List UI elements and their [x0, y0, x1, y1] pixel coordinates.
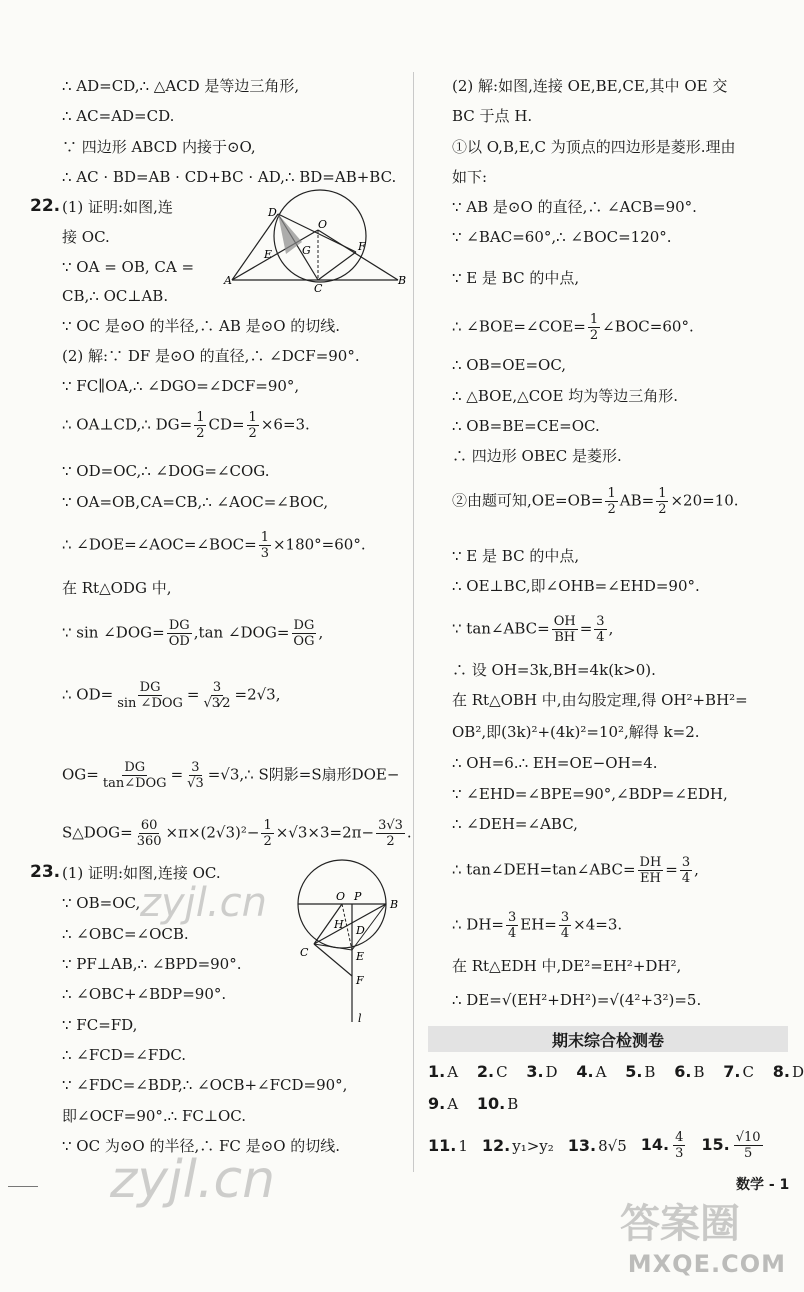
denominator: 4: [681, 871, 691, 886]
fraction: [638, 855, 664, 886]
denominator: 4: [508, 926, 517, 941]
answer-value: D: [791, 1063, 804, 1081]
fraction: [376, 818, 405, 849]
eq-text: ∴ OA⊥CD,∴ DG=: [62, 415, 193, 434]
figure-23-label-c: C: [300, 946, 309, 959]
text-line: ∴ ∠OBC=∠OCB.: [62, 925, 189, 943]
figure-22-line-ad: [232, 214, 278, 280]
eq-text: AB=: [619, 491, 655, 510]
answer-item: [576, 1063, 606, 1081]
numerator: 1: [260, 530, 269, 545]
watermark-zyjl: zyjl.cn: [140, 880, 267, 926]
denominator: 4: [560, 926, 570, 941]
text-line: ∴ ∠FCD=∠FDC.: [62, 1046, 187, 1064]
text-line: (2) 解:∵ DF 是⊙O 的直径,∴ ∠DCF=90°.: [62, 347, 360, 365]
equation-oe: [452, 486, 739, 517]
equation-og: [62, 760, 399, 791]
denominator: 2: [263, 834, 272, 849]
answer-number: 1.: [428, 1062, 446, 1081]
text-line: OB²,即(3k)²+(4k)²=10²,解得 k=2.: [452, 723, 700, 741]
denominator: 2: [589, 328, 599, 343]
text-line: ∵ OD=OC,∴ ∠DOG=∠COG.: [62, 462, 270, 480]
numerator: 3: [681, 855, 691, 870]
eq-text: S△DOG=: [62, 823, 133, 842]
answer-number: 15.: [701, 1134, 730, 1154]
fraction: [115, 680, 185, 711]
eq-text: =√3,∴ S阴影=S扇形DOE−: [207, 765, 400, 784]
eq-text: =: [579, 619, 593, 638]
equation-dg: [62, 410, 310, 441]
text-line: ∴ 设 OH=3k,BH=4k(k>0).: [452, 661, 656, 679]
numerator: DH: [639, 855, 662, 870]
figure-22-label-b: B: [398, 274, 407, 287]
answer-item: [428, 1136, 468, 1155]
answer-number: 7.: [723, 1062, 741, 1081]
fraction: [247, 410, 259, 441]
section-title-bar: [428, 1026, 788, 1052]
fraction: [291, 618, 316, 649]
figure-23-label-f: F: [356, 974, 364, 987]
eq-text: =: [170, 765, 184, 784]
eq-text: =2√3,: [234, 685, 281, 704]
numerator: DG: [124, 760, 146, 775]
text-line: 接 OC.: [62, 228, 110, 246]
answer-value: C: [496, 1063, 508, 1081]
eq-text: ∴ OD=: [62, 685, 114, 704]
answer-number: 3.: [526, 1062, 544, 1081]
fraction: [185, 760, 206, 791]
answer-item: [428, 1063, 458, 1081]
answer-item: [482, 1136, 554, 1155]
equation-dh: [452, 910, 622, 941]
eq-text: ×6=3.: [260, 415, 310, 434]
text-line: BC 于点 H.: [452, 107, 533, 125]
eq-text: =: [665, 860, 678, 879]
figure-23-label-d: D: [356, 924, 365, 937]
eq-text: ∴ tan∠DEH=tan∠ABC=: [452, 860, 636, 879]
answer-value: C: [742, 1063, 754, 1081]
text-line: ∴ △BOE,△COE 均为等边三角形.: [452, 387, 678, 405]
text-line: ∵ E 是 BC 的中点,: [452, 269, 580, 287]
answer-item: [568, 1136, 627, 1155]
equation-doe: [62, 530, 366, 561]
numerator: √10: [735, 1130, 761, 1145]
figure-23-label-p: P: [354, 890, 362, 903]
fraction: [194, 410, 206, 441]
eq-text: ,: [318, 623, 324, 642]
text-line: ∵ 四边形 ABCD 内接于⊙O,: [62, 138, 256, 156]
answer-item: [723, 1063, 754, 1081]
answer-number: 10.: [476, 1094, 506, 1113]
fraction: [594, 614, 606, 645]
text-line: 即∠OCF=90°.∴ FC⊥OC.: [62, 1107, 246, 1125]
denominator: 4: [596, 630, 605, 645]
answer-number: 2.: [476, 1062, 495, 1081]
text-line: CB,∴ OC⊥AB.: [62, 287, 169, 305]
section-title: 期末综合检测卷: [551, 1030, 664, 1050]
numerator: DG: [293, 618, 315, 633]
text-line: ∵ FC=FD,: [62, 1016, 138, 1034]
figure-23-label-e: E: [356, 950, 365, 963]
figure-22-label-o: O: [318, 218, 328, 231]
figure-23-label-h: H: [334, 918, 344, 931]
text-line: ∴ ∠OBC+∠BDP=90°.: [62, 985, 227, 1003]
fraction: [559, 910, 571, 941]
denominator: OG: [293, 634, 315, 649]
answer-number: 13.: [567, 1136, 597, 1155]
eq-text: ∴ ∠BOE=∠COE=: [452, 317, 586, 336]
figure-22-label-a: A: [224, 274, 232, 287]
answers-row-1: [428, 1062, 804, 1081]
answer-value: B: [644, 1063, 656, 1081]
numerator: 3√3: [378, 818, 403, 833]
answer-item: [526, 1063, 557, 1081]
eq-text: ②由题可知,OE=OB=: [452, 491, 604, 510]
denominator: 360: [136, 834, 162, 849]
figure-22-line-cf: [318, 252, 356, 280]
fraction: [506, 910, 518, 941]
eq-text: ∵ sin ∠DOG=: [62, 623, 165, 642]
denominator: 2: [386, 834, 395, 849]
numerator: 3: [596, 614, 605, 629]
text-line: (1) 证明:如图,连: [62, 198, 173, 216]
equation-boe: [452, 312, 694, 343]
figure-22-label-f: F: [358, 240, 366, 253]
text-line: ①以 O,B,E,C 为顶点的四边形是菱形.理由: [452, 138, 736, 156]
text-line: ∴ OB=BE=CE=OC.: [452, 417, 600, 435]
eq-text: CD=: [208, 415, 245, 434]
answer-value: y₁>y₂: [512, 1137, 554, 1155]
answers-row-2: [428, 1094, 518, 1113]
fraction: [656, 486, 668, 517]
text-line: ∵ FC∥OA,∴ ∠DGO=∠DCF=90°,: [62, 377, 300, 395]
text-line: 在 Rt△OBH 中,由勾股定理,得 OH²+BH²=: [452, 691, 748, 709]
eq-text: ×π×(2√3)²−: [165, 823, 260, 842]
text-line: 如下:: [452, 168, 488, 186]
numerator: 3: [191, 760, 200, 775]
figure-22-label-e: E: [264, 248, 273, 261]
fraction: [259, 530, 271, 561]
column-divider: [413, 72, 414, 1172]
answer-number: 11.: [428, 1136, 457, 1155]
fraction: [135, 818, 164, 849]
numerator: 1: [263, 818, 272, 833]
answer-number: 5.: [625, 1062, 643, 1081]
denominator: OD: [168, 634, 190, 649]
text-line: ∴ AC=AD=CD.: [62, 107, 175, 125]
answer-item: [477, 1095, 518, 1113]
denominator: 2: [196, 426, 205, 441]
fraction: [605, 486, 617, 517]
fraction: [680, 855, 692, 886]
fraction: [167, 618, 192, 649]
eq-text: ∴ ∠DOE=∠AOC=∠BOC=: [62, 535, 257, 554]
figure-22-label-d: D: [268, 206, 277, 219]
denominator: √3: [187, 776, 204, 791]
eq-text: ,: [694, 860, 699, 879]
text-line: ∴ OH=6.∴ EH=OE−OH=4.: [452, 754, 658, 772]
text-line: ∵ E 是 BC 的中点,: [452, 547, 580, 565]
equation-area: [62, 818, 412, 849]
answer-value: 1: [458, 1137, 468, 1155]
denominator: 3: [260, 546, 269, 561]
text-line: ∴ OB=OE=OC,: [452, 356, 567, 374]
equation-tan: [452, 614, 613, 645]
eq-text: ×20=10.: [670, 491, 739, 510]
denominator: tan∠DOG: [102, 776, 167, 791]
equation-sin: [62, 618, 323, 649]
fraction: [261, 818, 273, 849]
eq-text: ×4=3.: [573, 915, 623, 934]
eq-text: ∵ tan∠ABC=: [452, 619, 550, 638]
answer-item: [477, 1063, 508, 1081]
figure-23-label-l: l: [358, 1012, 362, 1025]
eq-text: EH=: [520, 915, 557, 934]
figure-22: [222, 192, 408, 296]
answer-value: 8√5: [598, 1137, 627, 1155]
numerator: 3: [560, 910, 570, 925]
answer-item: [701, 1130, 764, 1161]
answer-value: B: [507, 1095, 519, 1113]
text-line: ∴ DE=√(EH²+DH²)=√(4²+3²)=5.: [452, 991, 702, 1009]
numerator: 60: [140, 818, 158, 833]
text-line: ∵ OB=OC,: [62, 894, 141, 912]
denominator: 3: [675, 1146, 684, 1161]
eq-text: ×180°=60°.: [272, 535, 366, 554]
numerator: 1: [607, 486, 616, 501]
text-line: ∵ ∠FDC=∠BDP,∴ ∠OCB+∠FCD=90°,: [62, 1076, 348, 1094]
figure-23-label-b: B: [390, 898, 399, 911]
answer-number: 12.: [481, 1136, 511, 1155]
text-line: ∵ OC 为⊙O 的半径,∴ FC 是⊙O 的切线.: [62, 1137, 341, 1155]
numerator: 4: [675, 1130, 684, 1145]
eq-text: OG=: [62, 765, 99, 784]
answer-value: A: [595, 1063, 607, 1081]
text-line: ∵ ∠EHD=∠BPE=90°,∠BDP=∠EDH,: [452, 785, 728, 803]
denominator: 2: [607, 502, 616, 517]
text-line: 在 Rt△EDH 中,DE²=EH²+DH²,: [452, 957, 682, 975]
numerator: 1: [589, 312, 599, 327]
numerator: 1: [196, 410, 205, 425]
text-line: ∴ AD=CD,∴ △ACD 是等边三角形,: [62, 77, 300, 95]
equation-tan-deh: [452, 855, 699, 886]
denominator: BH: [554, 630, 576, 645]
page-footer-label: 数学 - 1: [736, 1177, 790, 1193]
text-line: ∴ ∠DEH=∠ABC,: [452, 815, 578, 833]
text-line: 在 Rt△ODG 中,: [62, 579, 172, 597]
answer-number: 14.: [640, 1134, 670, 1154]
answer-value: B: [693, 1063, 705, 1081]
numerator: DG: [168, 618, 190, 633]
answer-number: 4.: [576, 1062, 594, 1081]
fraction: [673, 1130, 685, 1161]
numerator: DG: [139, 680, 161, 695]
watermark-site: MXQE.COM: [627, 1250, 786, 1278]
answer-number: 8.: [772, 1062, 790, 1081]
figure-23-line-bc: [314, 904, 386, 944]
text-line: (1) 证明:如图,连接 OC.: [62, 864, 221, 882]
equation-od: [62, 680, 280, 711]
answer-item: [428, 1095, 458, 1113]
fraction: [552, 614, 578, 645]
denominator: 2: [658, 502, 667, 517]
eq-text: .: [406, 823, 412, 842]
eq-text: ×√3×3=2π−: [275, 823, 375, 842]
denominator: 5: [744, 1146, 753, 1161]
watermark-logo: 答案圈: [620, 1201, 740, 1247]
figure-23: [284, 858, 410, 1028]
text-line: ∵ OA=OB,CA=CB,∴ ∠AOC=∠BOC,: [62, 493, 329, 511]
text-line: (2) 解:如图,连接 OE,BE,CE,其中 OE 交: [452, 77, 728, 95]
text-line: ∴ OE⊥BC,即∠OHB=∠EHD=90°.: [452, 577, 700, 595]
footer-rule: [8, 1186, 38, 1187]
problem-number-23: 23.: [30, 862, 61, 882]
figure-22-label-g: G: [302, 244, 311, 257]
answer-item: [625, 1063, 655, 1081]
figure-23-label-o: O: [336, 890, 346, 903]
fraction: [734, 1130, 763, 1161]
eq-text: ,tan ∠DOG=: [193, 623, 290, 642]
answer-number: 6.: [674, 1062, 692, 1081]
answer-number: 9.: [428, 1094, 446, 1113]
text-line: ∴ AC · BD=AB · CD+BC · AD,∴ BD=AB+BC.: [62, 168, 397, 186]
denominator: sin ∠DOG: [117, 696, 183, 711]
answer-item: [641, 1130, 688, 1161]
denominator: √3⁄2: [203, 696, 231, 711]
fraction: [202, 680, 233, 711]
text-line: ∵ OC 是⊙O 的半径,∴ AB 是⊙O 的切线.: [62, 317, 341, 335]
problem-number-22: 22.: [30, 196, 61, 216]
text-line: ∵ PF⊥AB,∴ ∠BPD=90°.: [62, 955, 242, 973]
denominator: EH: [639, 871, 661, 886]
answer-item: [773, 1063, 804, 1081]
text-line: ∵ ∠BAC=60°,∴ ∠BOC=120°.: [452, 228, 672, 246]
figure-22-label-c: C: [314, 282, 323, 295]
eq-text: =: [186, 685, 200, 704]
numerator: 3: [508, 910, 517, 925]
figure-22-line-ob: [318, 230, 398, 280]
eq-text: ∴ DH=: [452, 915, 504, 934]
numerator: OH: [553, 614, 576, 629]
text-line: ∵ AB 是⊙O 的直径,∴ ∠ACB=90°.: [452, 198, 697, 216]
answer-value: A: [447, 1063, 459, 1081]
eq-text: ∠BOC=60°.: [602, 317, 694, 336]
numerator: 1: [248, 410, 257, 425]
numerator: 1: [658, 486, 667, 501]
answer-value: A: [447, 1095, 459, 1113]
fraction: [101, 760, 169, 791]
text-line: ∴ 四边形 OBEC 是菱形.: [452, 447, 622, 465]
numerator: 3: [212, 680, 222, 695]
eq-text: ,: [608, 619, 614, 638]
answer-item: [674, 1063, 704, 1081]
denominator: 2: [248, 426, 257, 441]
answer-value: D: [545, 1063, 558, 1081]
answers-row-3: [428, 1130, 765, 1161]
text-line: ∵ OA = OB, CA =: [62, 258, 195, 276]
fraction: [588, 312, 600, 343]
watermark-zyjl-bottom: zyjl.cn: [110, 1150, 276, 1210]
